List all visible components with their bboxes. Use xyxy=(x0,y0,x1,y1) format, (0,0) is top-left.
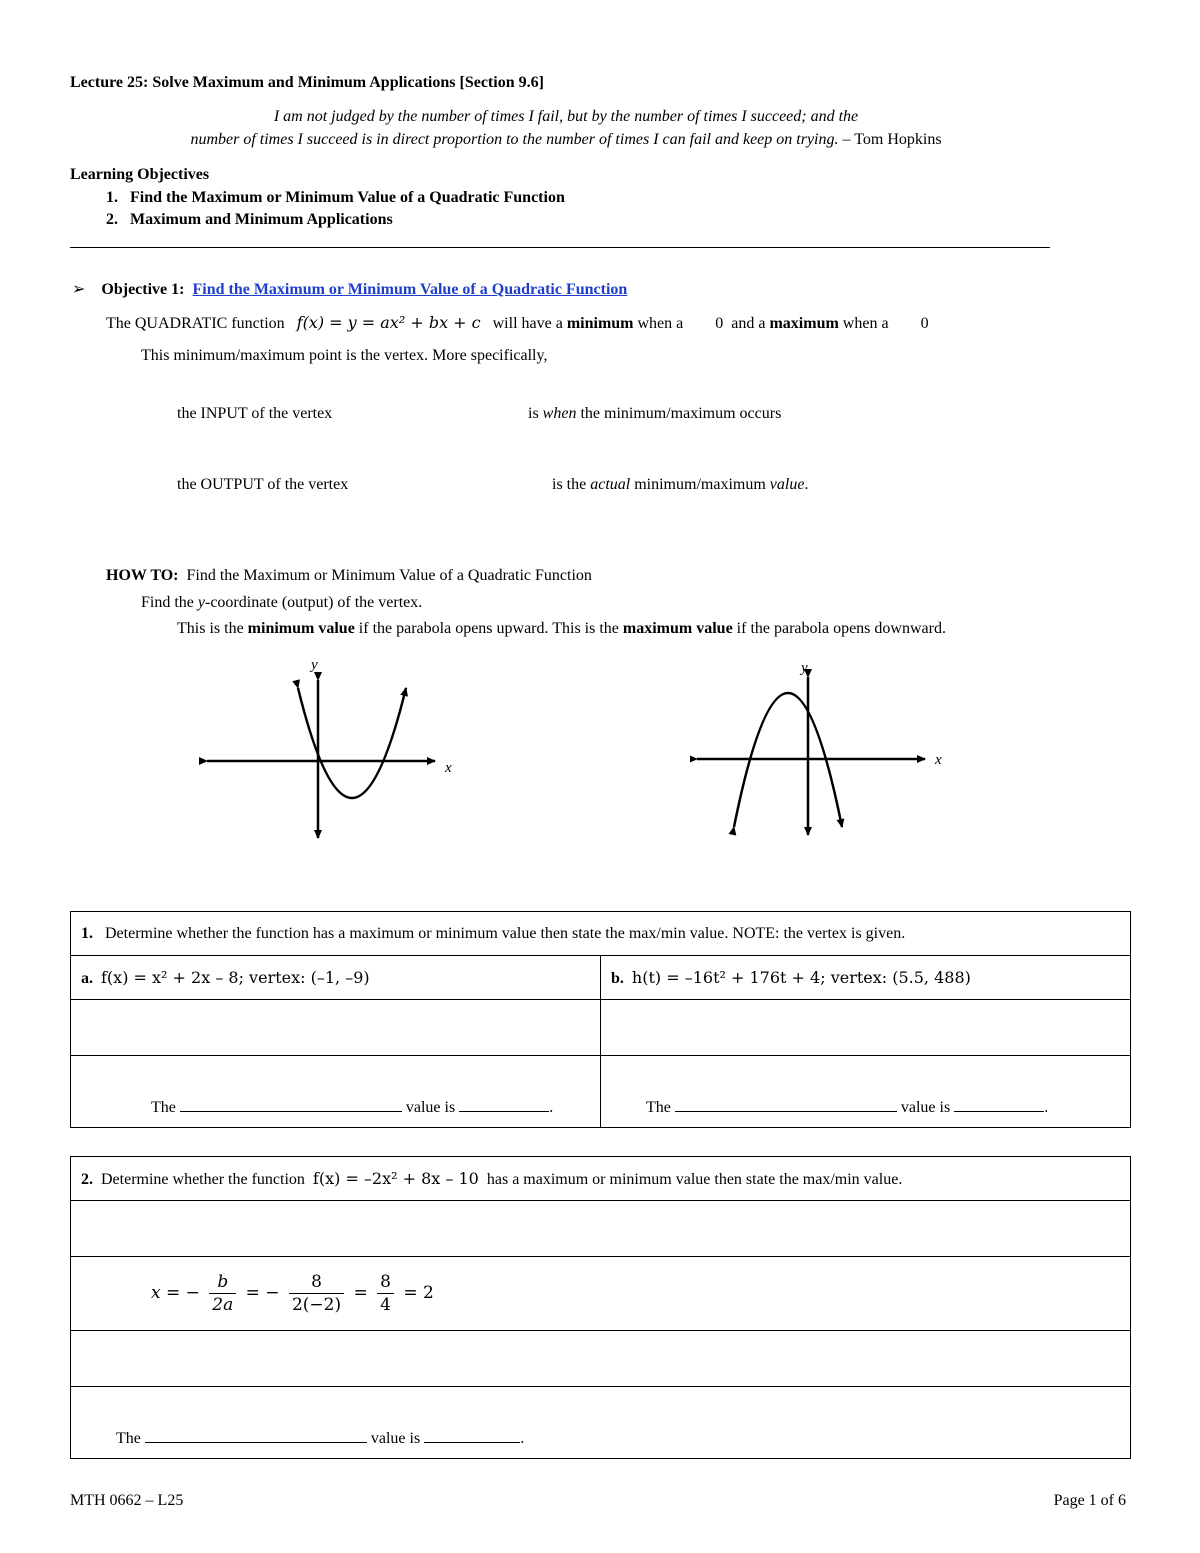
fraction-numerator: 8 xyxy=(377,1271,394,1294)
objective-text: Maximum and Minimum Applications xyxy=(130,211,393,228)
output-label: the OUTPUT of the vertex xyxy=(177,476,349,493)
problem1b-work-area[interactable] xyxy=(601,1000,1131,1056)
y-axis-label: y xyxy=(801,660,808,676)
answer-text: value is xyxy=(370,1430,421,1447)
answer-value-blank[interactable] xyxy=(424,1430,520,1443)
quadratic-formula: f(x) = y = ax² + bx + c xyxy=(296,313,481,332)
min-value-term: minimum value xyxy=(247,620,355,637)
text: -coordinate (output) of the vertex. xyxy=(205,594,423,611)
work-expression: x = − xyxy=(151,1283,200,1303)
objective-num: 2. xyxy=(106,211,118,228)
answer-text: The xyxy=(646,1099,671,1116)
maximum-term: maximum xyxy=(769,315,839,332)
objective-text: Find the Maximum or Minimum Value of a Quadratic Function xyxy=(130,189,565,206)
problem2-answer xyxy=(71,1387,1131,1459)
problem1-table xyxy=(70,911,1131,1128)
howto-title: Find the Maximum or Minimum Value of a Quadratic Function xyxy=(186,567,592,584)
text: when a xyxy=(842,315,889,332)
text: Find the xyxy=(141,594,198,611)
problem2-function: f(x) = –2x² + 8x – 10 xyxy=(312,1168,479,1188)
problem-text: has a maximum or minimum value then state the max/min value. xyxy=(486,1170,903,1188)
problem1b-function: h(t) = –16t² + 176t + 4; vertex: (5.5, 488) xyxy=(631,967,971,987)
period: . xyxy=(549,1099,554,1116)
work-expression: = xyxy=(353,1283,368,1303)
howto-step-2 xyxy=(177,620,946,638)
problem2-vertex-work xyxy=(71,1257,1131,1331)
value-term: value xyxy=(769,476,805,493)
quadratic-line xyxy=(106,313,929,333)
problem2-work-area[interactable] xyxy=(71,1201,1131,1257)
objective-num: 1. xyxy=(106,189,118,206)
part-label: b. xyxy=(611,969,624,987)
answer-type-blank[interactable] xyxy=(145,1430,367,1443)
text: is the xyxy=(552,476,591,493)
problem2-table xyxy=(70,1156,1131,1459)
zero-value: 0 xyxy=(920,315,929,332)
howto-heading xyxy=(106,567,592,585)
footer-course: MTH 0662 – L25 xyxy=(70,1492,184,1509)
fraction-denominator: 2a xyxy=(212,1295,234,1315)
text: if the parabola opens downward. xyxy=(732,620,946,637)
text: when a xyxy=(637,315,684,332)
problem1a-cell xyxy=(71,956,601,1000)
quote-line-1: I am not judged by the number of times I fail, but by the number of times I succeed; and the xyxy=(273,108,859,125)
max-value-term: maximum value xyxy=(622,620,733,637)
fraction-8-over-2neg2 xyxy=(289,1271,344,1316)
text: and a xyxy=(731,315,766,332)
text: the minimum/maximum occurs xyxy=(576,405,782,422)
howto-step-1 xyxy=(141,594,422,612)
objective1-label: Objective 1: xyxy=(101,281,185,298)
problem1a-work-area[interactable] xyxy=(71,1000,601,1056)
work-expression: = − xyxy=(245,1283,280,1303)
objective-item-2 xyxy=(106,211,393,229)
actual-term: actual xyxy=(590,476,631,493)
fraction-denominator: 2(−2) xyxy=(291,1295,342,1315)
text: if the parabola opens upward. This is the xyxy=(354,620,623,637)
footer-page-number: Page 1 of 6 xyxy=(1053,1492,1126,1509)
problem2-prompt xyxy=(71,1157,1131,1201)
problem2-work-area-2[interactable] xyxy=(71,1331,1131,1387)
problem-number: 2. xyxy=(81,1170,93,1188)
period: . xyxy=(520,1430,525,1447)
y-axis-label: y xyxy=(311,657,318,673)
problem1a-answer xyxy=(71,1056,601,1128)
quote-author: – Tom Hopkins xyxy=(838,131,942,148)
answer-type-blank[interactable] xyxy=(675,1099,897,1112)
answer-value-blank[interactable] xyxy=(954,1099,1044,1112)
answer-text: The xyxy=(116,1430,141,1447)
answer-text: value is xyxy=(405,1099,456,1116)
work-result: = 2 xyxy=(403,1283,434,1303)
output-desc xyxy=(552,476,808,494)
zero-value: 0 xyxy=(715,315,724,332)
fraction-8-over-4 xyxy=(377,1271,394,1316)
quote-line-2 xyxy=(0,131,1132,149)
problem1b-answer xyxy=(601,1056,1131,1128)
input-label: the INPUT of the vertex xyxy=(177,405,333,422)
x-axis-label: x xyxy=(445,760,452,776)
input-desc xyxy=(528,405,781,423)
page-title: Lecture 25: Solve Maximum and Minimum Applications [Section 9.6] xyxy=(70,74,544,91)
fraction-b-over-2a xyxy=(209,1271,236,1316)
period: . xyxy=(1044,1099,1049,1116)
answer-value-blank[interactable] xyxy=(459,1099,549,1112)
minimum-term: minimum xyxy=(566,315,634,332)
text: minimum/maximum xyxy=(630,476,770,493)
bullet-arrow-icon: ➢ xyxy=(72,281,86,298)
divider xyxy=(70,247,1050,248)
text: will have a xyxy=(492,315,563,332)
part-label: a. xyxy=(81,969,93,987)
problem-text: Determine whether the function xyxy=(101,1170,305,1188)
answer-text: The xyxy=(151,1099,176,1116)
fraction-denominator: 4 xyxy=(380,1295,391,1315)
quadratic-text: The QUADRATIC function xyxy=(106,315,285,332)
downward-parabola-graph xyxy=(690,655,960,845)
fraction-numerator: b xyxy=(209,1271,236,1294)
answer-text: value is xyxy=(900,1099,951,1116)
problem1a-function: f(x) = x² + 2x – 8; vertex: (–1, –9) xyxy=(101,967,370,987)
objective1-link[interactable]: Find the Maximum or Minimum Value of a Quadratic Function xyxy=(192,281,628,298)
problem1b-cell xyxy=(601,956,1131,1000)
vertex-line: This minimum/maximum point is the vertex. More specifically, xyxy=(141,347,548,364)
objective-item-1 xyxy=(106,189,565,207)
answer-type-blank[interactable] xyxy=(180,1099,402,1112)
problem-text: Determine whether the function has a maximum or minimum value then state the max/min value. NOTE: the vertex is given. xyxy=(105,924,906,942)
text: is xyxy=(528,405,543,422)
problem1-prompt xyxy=(71,912,1131,956)
when-term: when xyxy=(542,405,577,422)
objectives-heading: Learning Objectives xyxy=(70,166,210,183)
parabola-curve xyxy=(298,688,406,798)
upward-parabola-graph xyxy=(195,650,465,850)
x-axis-label: x xyxy=(935,752,942,768)
y-var: y xyxy=(197,594,205,611)
problem-number: 1. xyxy=(81,924,93,942)
fraction-numerator: 8 xyxy=(289,1271,344,1294)
text: . xyxy=(804,476,809,493)
objective1-heading xyxy=(72,279,627,299)
text: This is the xyxy=(177,620,248,637)
howto-label: HOW TO: xyxy=(106,567,179,584)
quote-text: number of times I succeed is in direct proportion to the number of times I can fail and keep on trying. xyxy=(190,131,839,148)
